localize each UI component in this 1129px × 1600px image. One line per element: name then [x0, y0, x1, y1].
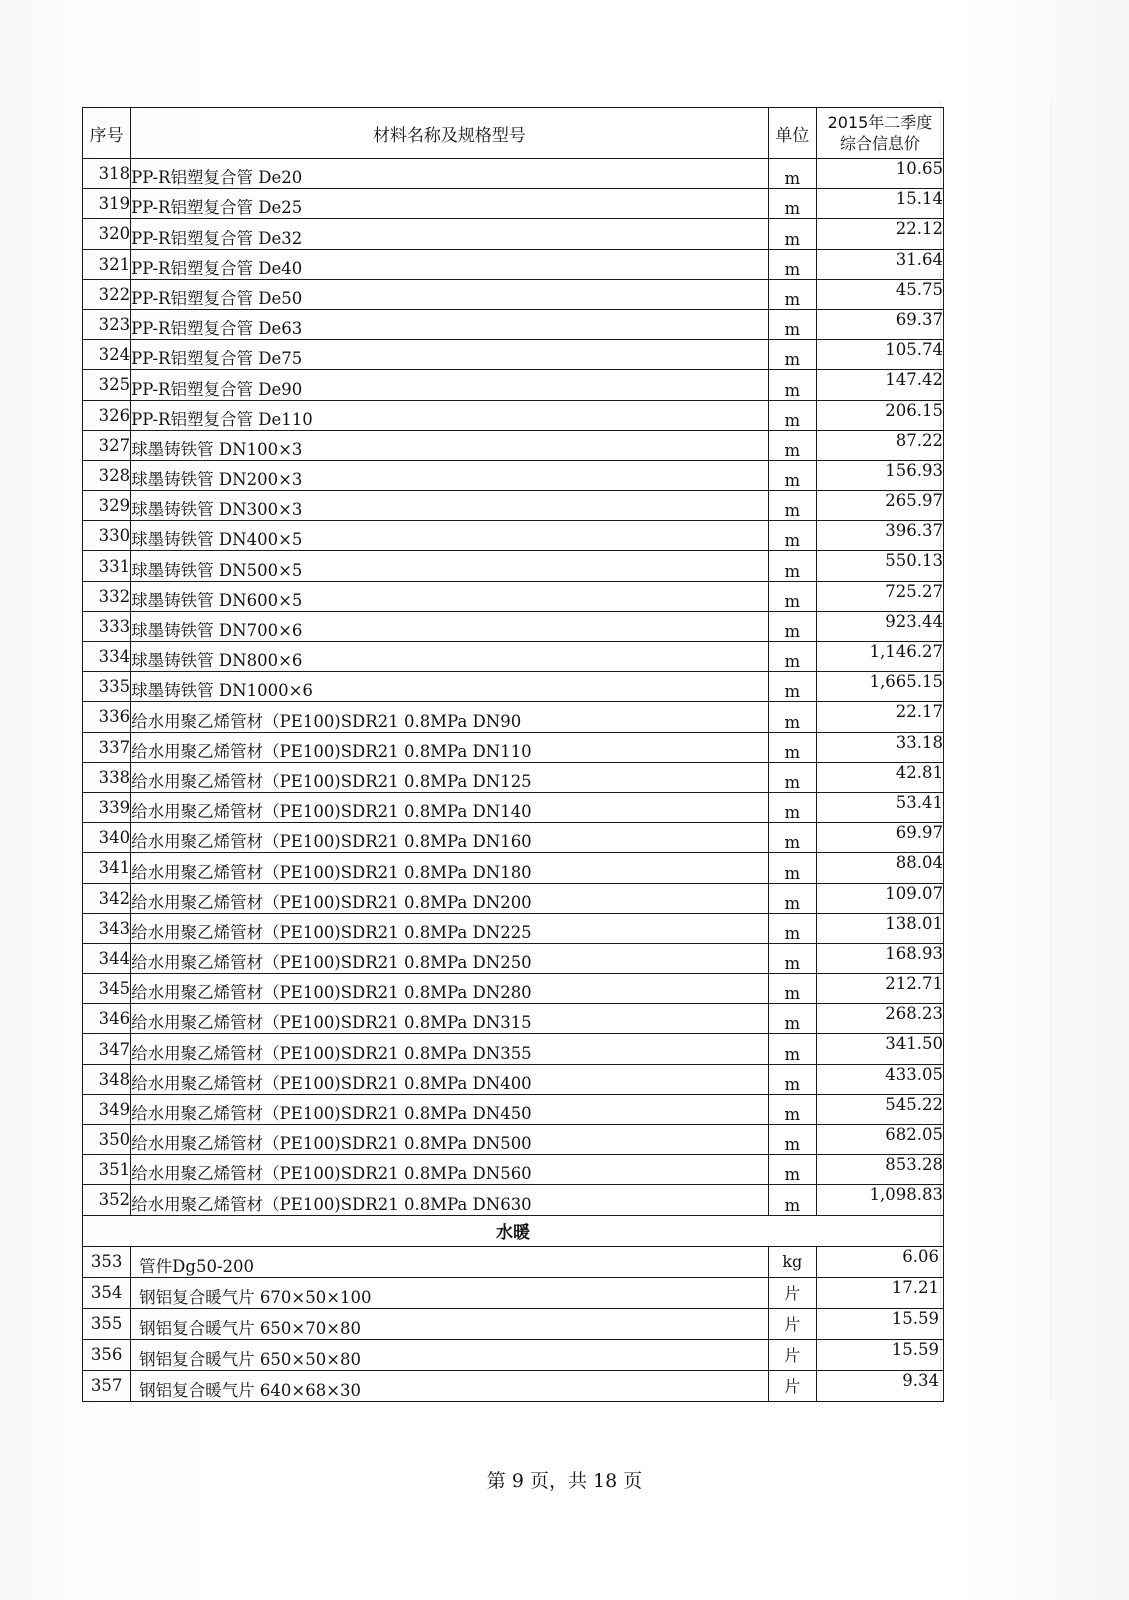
unit: m	[768, 521, 816, 551]
row-number: 338	[83, 762, 131, 792]
material-name: 球墨铸铁管 DN800×6	[131, 642, 769, 672]
unit: m	[768, 672, 816, 702]
material-name: 钢铝复合暖气片 650×70×80	[131, 1308, 769, 1339]
row-number: 321	[83, 249, 131, 279]
unit: m	[768, 611, 816, 641]
price: 682.05	[816, 1125, 943, 1155]
row-number: 334	[83, 642, 131, 672]
unit: m	[768, 974, 816, 1004]
price: 109.07	[816, 883, 943, 913]
table-row	[83, 159, 944, 189]
row-number: 343	[83, 913, 131, 943]
header-no: 序号	[83, 108, 131, 159]
price: 87.22	[816, 430, 943, 460]
unit: m	[768, 491, 816, 521]
row-number: 355	[83, 1308, 131, 1339]
row-number: 339	[83, 792, 131, 822]
material-name: PP-R铝塑复合管 De90	[131, 370, 769, 400]
unit: m	[768, 1094, 816, 1124]
unit: kg	[768, 1246, 816, 1277]
price: 15.59	[816, 1339, 943, 1370]
unit: m	[768, 943, 816, 973]
table-body	[83, 159, 944, 1402]
material-name: 给水用聚乙烯管材（PE100)SDR21 0.8MPa DN250	[131, 943, 769, 973]
price: 206.15	[816, 400, 943, 430]
table-row	[83, 1308, 944, 1339]
table-row	[83, 551, 944, 581]
row-number: 345	[83, 974, 131, 1004]
material-name: 球墨铸铁管 DN500×5	[131, 551, 769, 581]
row-number: 344	[83, 943, 131, 973]
table-row	[83, 309, 944, 339]
material-name: PP-R铝塑复合管 De63	[131, 309, 769, 339]
row-number: 318	[83, 159, 131, 189]
price: 147.42	[816, 370, 943, 400]
unit: m	[768, 551, 816, 581]
price: 1,146.27	[816, 642, 943, 672]
price: 1,098.83	[816, 1185, 943, 1215]
table-row	[83, 1004, 944, 1034]
unit: m	[768, 762, 816, 792]
material-name: 给水用聚乙烯管材（PE100)SDR21 0.8MPa DN160	[131, 823, 769, 853]
material-name: 球墨铸铁管 DN600×5	[131, 581, 769, 611]
material-name: 给水用聚乙烯管材（PE100)SDR21 0.8MPa DN630	[131, 1185, 769, 1215]
section-row	[83, 1215, 944, 1246]
header-price-line2: 综合信息价	[839, 134, 920, 153]
table-row	[83, 1064, 944, 1094]
material-name: PP-R铝塑复合管 De40	[131, 249, 769, 279]
table-row	[83, 642, 944, 672]
unit: m	[768, 370, 816, 400]
row-number: 323	[83, 309, 131, 339]
table-row	[83, 1094, 944, 1124]
unit: m	[768, 1155, 816, 1185]
price: 53.41	[816, 792, 943, 822]
table-row	[83, 1339, 944, 1370]
unit: m	[768, 823, 816, 853]
table-row	[83, 279, 944, 309]
table-row	[83, 370, 944, 400]
header-name: 材料名称及规格型号	[131, 108, 769, 159]
row-number: 333	[83, 611, 131, 641]
unit: m	[768, 1125, 816, 1155]
row-number: 341	[83, 853, 131, 883]
price: 545.22	[816, 1094, 943, 1124]
row-number: 337	[83, 732, 131, 762]
unit: 片	[768, 1370, 816, 1401]
row-number: 325	[83, 370, 131, 400]
table-row	[83, 1246, 944, 1277]
material-name: 球墨铸铁管 DN400×5	[131, 521, 769, 551]
unit: m	[768, 279, 816, 309]
unit: 片	[768, 1308, 816, 1339]
unit: m	[768, 1034, 816, 1064]
unit: m	[768, 1064, 816, 1094]
material-name: PP-R铝塑复合管 De32	[131, 219, 769, 249]
material-name: 给水用聚乙烯管材（PE100)SDR21 0.8MPa DN140	[131, 792, 769, 822]
row-number: 352	[83, 1185, 131, 1215]
row-number: 335	[83, 672, 131, 702]
price: 42.81	[816, 762, 943, 792]
unit: m	[768, 159, 816, 189]
material-name: 钢铝复合暖气片 650×50×80	[131, 1339, 769, 1370]
row-number: 327	[83, 430, 131, 460]
material-name: 管件Dg50-200	[131, 1246, 769, 1277]
table-row	[83, 611, 944, 641]
bleed-through-column	[940, 100, 1052, 1400]
row-number: 354	[83, 1277, 131, 1308]
row-number: 357	[83, 1370, 131, 1401]
row-number: 350	[83, 1125, 131, 1155]
price: 265.97	[816, 491, 943, 521]
material-name: PP-R铝塑复合管 De50	[131, 279, 769, 309]
price: 853.28	[816, 1155, 943, 1185]
price: 15.14	[816, 189, 943, 219]
price: 156.93	[816, 460, 943, 490]
material-name: 给水用聚乙烯管材（PE100)SDR21 0.8MPa DN400	[131, 1064, 769, 1094]
unit: m	[768, 249, 816, 279]
table-row	[83, 340, 944, 370]
unit: m	[768, 792, 816, 822]
row-number: 319	[83, 189, 131, 219]
material-name: 给水用聚乙烯管材（PE100)SDR21 0.8MPa DN110	[131, 732, 769, 762]
material-name: PP-R铝塑复合管 De20	[131, 159, 769, 189]
unit: m	[768, 642, 816, 672]
material-name: 给水用聚乙烯管材（PE100)SDR21 0.8MPa DN315	[131, 1004, 769, 1034]
unit: m	[768, 1004, 816, 1034]
price: 69.37	[816, 309, 943, 339]
material-name: 球墨铸铁管 DN700×6	[131, 611, 769, 641]
row-number: 356	[83, 1339, 131, 1370]
unit: m	[768, 581, 816, 611]
price: 31.64	[816, 249, 943, 279]
header-unit: 单位	[768, 108, 816, 159]
material-name: 钢铝复合暖气片 640×68×30	[131, 1370, 769, 1401]
price: 22.17	[816, 702, 943, 732]
price: 6.06	[816, 1246, 943, 1277]
table-row	[83, 853, 944, 883]
material-name: 给水用聚乙烯管材（PE100)SDR21 0.8MPa DN90	[131, 702, 769, 732]
price: 396.37	[816, 521, 943, 551]
unit: m	[768, 702, 816, 732]
row-number: 353	[83, 1246, 131, 1277]
table-row	[83, 702, 944, 732]
table-header-row	[83, 108, 944, 159]
table-row	[83, 219, 944, 249]
table-row	[83, 943, 944, 973]
table-row	[83, 1277, 944, 1308]
price: 1,665.15	[816, 672, 943, 702]
material-name: PP-R铝塑复合管 De75	[131, 340, 769, 370]
price: 433.05	[816, 1064, 943, 1094]
table-row	[83, 1034, 944, 1064]
table-row	[83, 491, 944, 521]
table-row	[83, 581, 944, 611]
header-price-line1: 2015年二季度	[827, 113, 933, 132]
table-row	[83, 762, 944, 792]
price: 725.27	[816, 581, 943, 611]
material-name: 球墨铸铁管 DN300×3	[131, 491, 769, 521]
material-name: 给水用聚乙烯管材（PE100)SDR21 0.8MPa DN180	[131, 853, 769, 883]
table-row	[83, 792, 944, 822]
table-row	[83, 974, 944, 1004]
price: 138.01	[816, 913, 943, 943]
table-row	[83, 189, 944, 219]
unit: m	[768, 219, 816, 249]
unit: m	[768, 1185, 816, 1215]
material-name: 给水用聚乙烯管材（PE100)SDR21 0.8MPa DN450	[131, 1094, 769, 1124]
price: 212.71	[816, 974, 943, 1004]
material-name: 钢铝复合暖气片 670×50×100	[131, 1277, 769, 1308]
material-name: 给水用聚乙烯管材（PE100)SDR21 0.8MPa DN500	[131, 1125, 769, 1155]
unit: m	[768, 853, 816, 883]
table-row	[83, 913, 944, 943]
page-number: 第 9 页，共 18 页	[486, 1470, 643, 1492]
price: 105.74	[816, 340, 943, 370]
table-row	[83, 249, 944, 279]
row-number: 320	[83, 219, 131, 249]
row-number: 348	[83, 1064, 131, 1094]
row-number: 324	[83, 340, 131, 370]
row-number: 330	[83, 521, 131, 551]
unit: 片	[768, 1277, 816, 1308]
material-name: 给水用聚乙烯管材（PE100)SDR21 0.8MPa DN280	[131, 974, 769, 1004]
price-table	[82, 107, 944, 1402]
material-name: 球墨铸铁管 DN100×3	[131, 430, 769, 460]
material-name: 给水用聚乙烯管材（PE100)SDR21 0.8MPa DN125	[131, 762, 769, 792]
table-row	[83, 1155, 944, 1185]
table-row	[83, 430, 944, 460]
row-number: 336	[83, 702, 131, 732]
row-number: 322	[83, 279, 131, 309]
material-name: 球墨铸铁管 DN1000×6	[131, 672, 769, 702]
price: 9.34	[816, 1370, 943, 1401]
material-name: 给水用聚乙烯管材（PE100)SDR21 0.8MPa DN225	[131, 913, 769, 943]
unit: m	[768, 732, 816, 762]
price: 923.44	[816, 611, 943, 641]
header-price	[816, 108, 943, 159]
table-row	[83, 1185, 944, 1215]
unit: m	[768, 309, 816, 339]
table-row	[83, 460, 944, 490]
material-name: 给水用聚乙烯管材（PE100)SDR21 0.8MPa DN355	[131, 1034, 769, 1064]
row-number: 328	[83, 460, 131, 490]
section-title: 水暖	[83, 1215, 944, 1246]
unit: m	[768, 913, 816, 943]
price: 550.13	[816, 551, 943, 581]
material-name: 给水用聚乙烯管材（PE100)SDR21 0.8MPa DN200	[131, 883, 769, 913]
price: 15.59	[816, 1308, 943, 1339]
price: 45.75	[816, 279, 943, 309]
material-name: PP-R铝塑复合管 De25	[131, 189, 769, 219]
price: 17.21	[816, 1277, 943, 1308]
price: 341.50	[816, 1034, 943, 1064]
row-number: 347	[83, 1034, 131, 1064]
table-row	[83, 672, 944, 702]
unit: m	[768, 189, 816, 219]
row-number: 349	[83, 1094, 131, 1124]
table-row	[83, 1370, 944, 1401]
row-number: 342	[83, 883, 131, 913]
unit: m	[768, 340, 816, 370]
price: 168.93	[816, 943, 943, 973]
price: 88.04	[816, 853, 943, 883]
price: 10.65	[816, 159, 943, 189]
unit: m	[768, 883, 816, 913]
material-name: PP-R铝塑复合管 De110	[131, 400, 769, 430]
unit: 片	[768, 1339, 816, 1370]
row-number: 340	[83, 823, 131, 853]
table-row	[83, 400, 944, 430]
row-number: 332	[83, 581, 131, 611]
table-row	[83, 732, 944, 762]
row-number: 346	[83, 1004, 131, 1034]
table-row	[83, 883, 944, 913]
unit: m	[768, 400, 816, 430]
price: 69.97	[816, 823, 943, 853]
material-name: 球墨铸铁管 DN200×3	[131, 460, 769, 490]
table-row	[83, 521, 944, 551]
table-row	[83, 1125, 944, 1155]
unit: m	[768, 430, 816, 460]
price: 268.23	[816, 1004, 943, 1034]
price: 22.12	[816, 219, 943, 249]
price: 33.18	[816, 732, 943, 762]
row-number: 351	[83, 1155, 131, 1185]
row-number: 331	[83, 551, 131, 581]
unit: m	[768, 460, 816, 490]
table-row	[83, 823, 944, 853]
row-number: 329	[83, 491, 131, 521]
material-name: 给水用聚乙烯管材（PE100)SDR21 0.8MPa DN560	[131, 1155, 769, 1185]
row-number: 326	[83, 400, 131, 430]
